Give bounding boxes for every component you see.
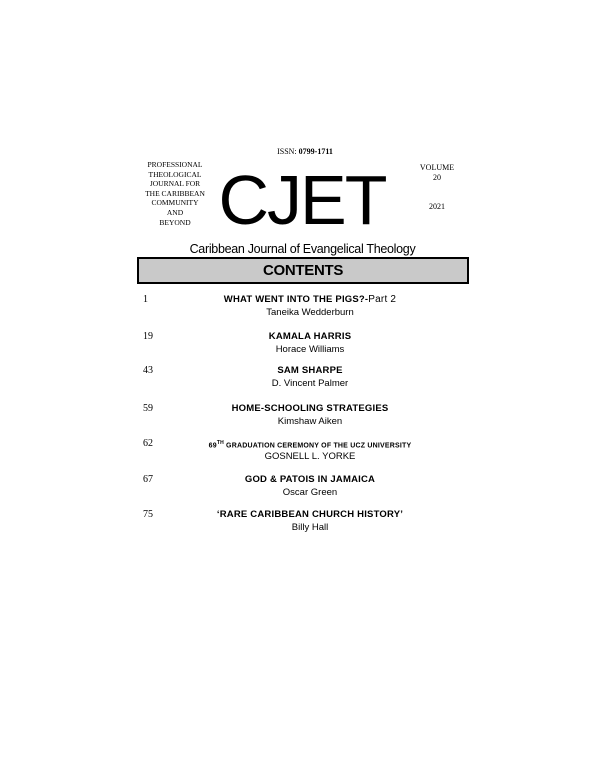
description-line: COMMUNITY bbox=[151, 198, 199, 208]
description-line: BEYOND bbox=[159, 217, 191, 227]
toc-title: HOME-SCHOOLING STRATEGIES bbox=[231, 403, 389, 414]
journal-description bbox=[135, 160, 215, 227]
toc-page-number: 59 bbox=[143, 403, 153, 414]
toc-author: Taneika Wedderburn bbox=[266, 307, 354, 318]
description-line: THEOLOGICAL bbox=[148, 169, 202, 179]
contents-heading-bar bbox=[137, 257, 469, 284]
toc-title-suffix: Part 2 bbox=[368, 294, 397, 305]
toc-author: D. Vincent Palmer bbox=[271, 378, 349, 389]
description-line: AND bbox=[166, 207, 184, 217]
toc-page-number: 62 bbox=[143, 438, 153, 449]
toc-title: KAMALA HARRIS bbox=[268, 331, 352, 342]
description-line: THE CARIBBEAN bbox=[145, 188, 205, 198]
toc-title: ‘RARE CARIBBEAN CHURCH HISTORY’ bbox=[216, 509, 404, 520]
contents-heading: CONTENTS bbox=[262, 262, 344, 279]
toc-author: Oscar Green bbox=[282, 487, 338, 498]
volume-info bbox=[412, 163, 462, 212]
issn-line bbox=[250, 147, 360, 156]
journal-subtitle: Caribbean Journal of Evangelical Theology bbox=[189, 242, 416, 256]
volume-label: VOLUME bbox=[419, 163, 455, 172]
toc-page-number: 19 bbox=[143, 331, 153, 342]
description-line: PROFESSIONAL bbox=[147, 160, 203, 169]
volume-year: 2021 bbox=[429, 202, 445, 211]
toc-page-number: 1 bbox=[143, 294, 148, 305]
toc-title: 69TH GRADUATION CEREMONY OF THE UCZ UNIVERSITY bbox=[208, 440, 412, 450]
issn-label: ISSN: bbox=[277, 147, 297, 156]
toc-author: Horace Williams bbox=[275, 344, 345, 355]
description-line: JOURNAL FOR bbox=[149, 179, 201, 189]
journal-logo: CJET bbox=[218, 161, 386, 239]
toc-title: GOD & PATOIS IN JAMAICA bbox=[244, 474, 376, 485]
toc-page-number: 43 bbox=[143, 365, 153, 376]
toc-title: SAM SHARPE bbox=[277, 365, 343, 376]
volume-number: 20 bbox=[433, 172, 441, 182]
issn-number: 0799-1711 bbox=[298, 147, 333, 156]
toc-author: GOSNELL L. YORKE bbox=[264, 451, 356, 462]
toc-author: Billy Hall bbox=[291, 522, 329, 533]
toc-page-number: 75 bbox=[143, 509, 153, 520]
toc-title: WHAT WENT INTO THE PIGS?-Part 2 bbox=[223, 294, 397, 305]
toc-page-number: 67 bbox=[143, 474, 153, 485]
toc-author: Kimshaw Aiken bbox=[277, 416, 343, 427]
